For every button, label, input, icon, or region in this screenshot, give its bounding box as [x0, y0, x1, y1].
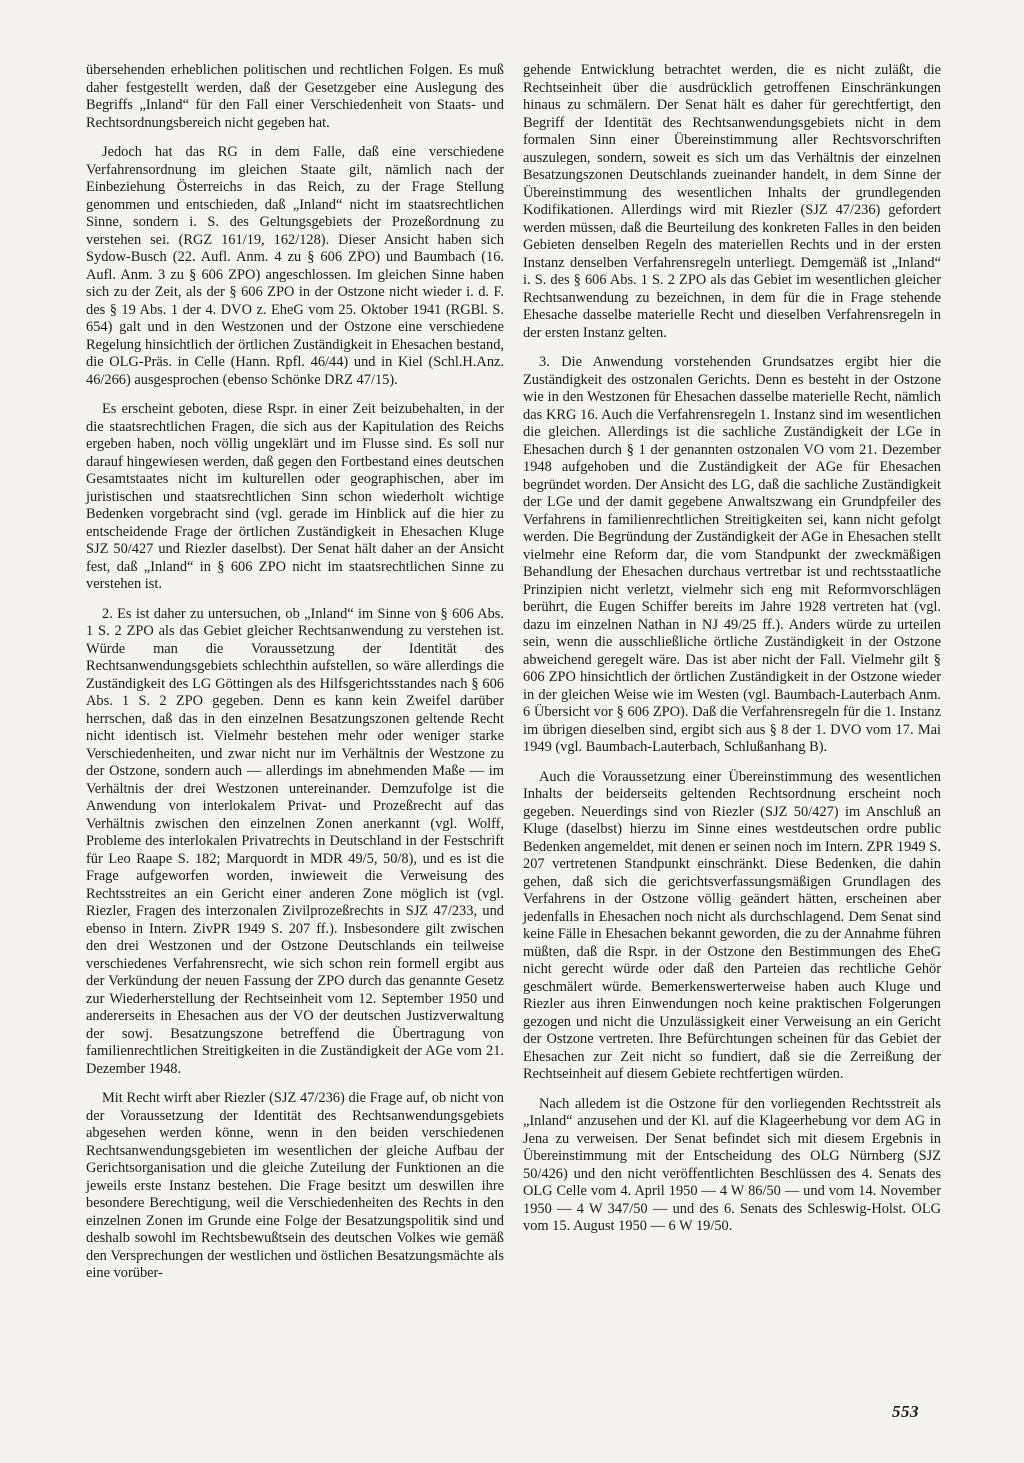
paragraph: Nach alledem ist die Ostzone für den vorliegenden Rechtsstreit als „Inland“ anzusehen und der Kl. auf die Klageerhebung vor dem AG in Jena zu verweisen. Der Senat befindet sich mit diesem Ergebnis in Übereinstimmung mit der Entscheidung des OLG Nürnberg (SJZ 50/426) und den nicht veröffentlichten Beschlüssen des 4. Senats des OLG Celle vom 4. April 1950 — 4 W 86/50 — und vom 14. November 1950 — 4 W 347/50 — und des 6. Senats des Schleswig-Holst. OLG vom 15. August 1950 — 6 W 19/50.: [523, 1095, 941, 1234]
paragraph: Es erscheint geboten, diese Rspr. in einer Zeit beizubehalten, in der die staatsrechtlichen Fragen, die sich aus der Kapitulation des Reichs ergeben haben, noch völlig ungeklärt und im Flusse sind. Es soll nur darauf hingewiesen werden, daß gegen den Fortbestand eines deutschen Gesamtstaates nicht im kulturellen oder geographischen, aber im juristischen und staatsrechtlichen Sinn schon wiederholt wichtige Bedenken vorgebracht sind (vgl. gerade im Hinblick auf die hier zu entscheidende Frage der örtlichen Zuständigkeit in Ehesachen Kluge SJZ 50/427 und Riezler daselbst). Der Senat hält daher an der Ansicht fest, daß „Inland“ in § 606 ZPO nicht im staatsrechtlichen Sinne zu verstehen ist.: [86, 401, 504, 592]
left-column: [86, 62, 504, 1295]
paragraph: gehende Entwicklung betrachtet werden, die es nicht zuläßt, die Rechtseinheit über die ausdrücklich getroffenen Einschränkungen hinaus zu schmälern. Der Senat hält es daher für gerechtfertigt, den Begriff der Identität des Rechtsanwendungsgebiets nicht in dem formalen Sinn einer Übereinstimmung aller Rechtsvorschriften auszulegen, sondern, soweit es sich um das Verhältnis der einzelnen Besatzungszonen Deutschlands zueinander handelt, in dem Sinne der Übereinstimmung des wesentlichen Inhalts der grundlegenden Kodifikationen. Allerdings wird mit Riezler (SJZ 47/236) gefordert werden müssen, daß die Beurteilung des konkreten Falles in den beiden Gebieten denselben Regeln des materiellen Rechts und in der ersten Instanz denselben Verfahrensregeln unterliegt. Demgemäß ist „Inland“ i. S. des § 606 Abs. 1 S. 2 ZPO als das Gebiet im wesentlichen gleicher Rechtsanwendung zu bezeichnen, in dem für die in Frage stehende Ehesache dasselbe materielle Recht und dieselben Verfahrensregeln in der ersten Instanz gelten.: [523, 62, 941, 341]
paragraph: 2. Es ist daher zu untersuchen, ob „Inland“ im Sinne von § 606 Abs. 1 S. 2 ZPO als das Gebiet gleicher Rechtsanwendung zu verstehen ist. Würde man die Voraussetzung der Identität des Rechtsanwendungsgebiets schlechthin aufstellen, so wäre allerdings die Zuständigkeit des LG Göttingen als des Hilfsgerichtsstandes nach § 606 Abs. 1 S. 2 ZPO gegeben. Denn es kann kein Zweifel darüber herrschen, daß das in den einzelnen Besatzungszonen geltende Recht nicht identisch ist. Vielmehr bestehen mehr oder weniger starke Verschiedenheiten, und zwar nicht nur im Verhältnis der Westzone zu der Ostzone, sondern auch — allerdings im abnehmenden Maße — im Verhältnis der drei Westzonen untereinander. Demzufolge ist die Anwendung von interlokalem Privat- und Prozeßrecht auf das Verhältnis zwischen den einzelnen Zonen anerkannt (vgl. Wolff, Probleme des interlokalen Privatrechts in Deutschland in der Festschrift für Leo Raape S. 182; Marquordt in MDR 49/5, 50/8), und es ist die Frage aufgeworfen worden, inwieweit die Verweisung des Rechtsstreites an ein Gericht einer anderen Zone möglich ist (vgl. Riezler, Fragen des interzonalen Zivilprozeßrechts in SJZ 47/233, und ebenso in Intern. ZivPR 1949 S. 207 ff.). Insbesondere gilt zwischen den drei Westzonen und der Ostzone Deutschlands ein teilweise verschiedenes Verfahrensrecht, wie sich schon rein formell ergibt aus der Verkündung der neuen Fassung der ZPO durch das genannte Gesetz zur Wiederherstellung der Rechtseinheit vom 12. September 1950 und andererseits in Ehesachen aus der VO der deutschen Justizverwaltung der sowj. Besatzungszone betreffend die Übertragung von familienrechtlichen Streitigkeiten in die Zuständigkeit der AGe vom 21. Dezember 1948.: [86, 605, 504, 1077]
right-column: [523, 62, 941, 1248]
paragraph: 3. Die Anwendung vorstehenden Grundsatzes ergibt hier die Zuständigkeit des ostzonalen Gerichts. Denn es besteht in der Ostzone wie in den Westzonen für Ehesachen dasselbe materielle Recht, nämlich das KRG 16. Auch die Verfahrensregeln 1. Instanz sind im wesentlichen die gleichen. Allerdings ist die sachliche Zuständigkeit der LGe in Ehesachen durch § 1 der genannten ostzonalen VO vom 21. Dezember 1948 aufgehoben und die Zuständigkeit der AGe für Ehesachen begründet worden. Der Ansicht des LG, daß die sachliche Zuständigkeit der LGe und der damit gegebene Anwaltszwang ein Grundpfeiler des Verfahrens in familienrechtlichen Streitigkeiten sei, kann nicht gefolgt werden. Die Begründung der Zuständigkeit der AGe in Ehesachen stellt vielmehr eine Reform dar, die vom Standpunkt der zweckmäßigen Behandlung der Ehesachen durchaus vertretbar ist und rechtsstaatliche Prinzipien nicht verletzt, vielmehr sich eng mit Reformvorschlägen berührt, die Eugen Schiffer bereits im Jahre 1928 vertreten hat (vgl. dazu im einzelnen Nathan in NJ 49/25 ff.). Anders würde zu urteilen sein, wenn die ausschließliche örtliche Zuständigkeit in der Ostzone abweichend geregelt wäre. Das ist aber nicht der Fall. Vielmehr gilt § 606 ZPO hinsichtlich der örtlichen Zuständigkeit in der Ostzone wieder in der gleichen Weise wie im Westen (vgl. Baumbach-Lauterbach Anm. 6 Übersicht vor § 606 ZPO). Daß die Verfahrensregeln für die 1. Instanz im übrigen dieselben sind, ergibt sich aus § 8 der 1. DVO vom 17. Mai 1949 (vgl. Baumbach-Lauterbach, Schlußanhang B).: [523, 354, 941, 755]
paragraph: Auch die Voraussetzung einer Übereinstimmung des wesentlichen Inhalts der beiderseits geltenden Rechtsordnung erscheint noch gegeben. Neuerdings sind von Riezler (SJZ 50/427) im Anschluß an Kluge (daselbst) hierzu im Sinne eines westdeutschen ordre public Bedenken angemeldet, mit denen er seinen noch im Intern. ZPR 1949 S. 207 vertretenen Standpunkt einschränkt. Diese Bedenken, die dahin gehen, daß sich die gerichtsverfassungsmäßigen Grundlagen des Verfahrens in der Ostzone völlig geändert hätten, erscheinen aber jedenfalls in Ehesachen noch nicht als durchschlagend. Dem Senat sind keine Fälle in Ehesachen bekannt geworden, die zu der Annahme führen müßten, daß die Rspr. in der Ostzone den Bestimmungen des EheG nicht gerecht würde oder daß den Parteien das rechtliche Gehör geschmälert würde. Bemerkenswerterweise haben auch Kluge und Riezler aus ihren Einwendungen noch keine praktischen Folgerungen gezogen und nicht die Unzulässigkeit einer Verweisung an ein Gericht der Ostzone vertreten. Ihre Befürchtungen scheinen für das Gebiet der Ehesachen zur Zeit nicht so fundiert, daß sie die Zerreißung der Rechtseinheit auf diesem Gebiete rechtfertigen würden.: [523, 768, 941, 1082]
paragraph: Jedoch hat das RG in dem Falle, daß eine verschiedene Verfahrensordnung im gleichen Staate gilt, nämlich nach der Einbeziehung Österreichs in das Reich, zu der Frage Stellung genommen und entschieden, daß „Inland“ nicht im staatsrechtlichen Sinne, sondern i. S. des Geltungsgebiets der Prozeßordnung zu verstehen sei. (RGZ 161/19, 162/128). Dieser Ansicht haben sich Sydow-Busch (22. Aufl. Anm. 4 zu § 606 ZPO) und Baumbach (16. Aufl. Anm. 3 zu § 606 ZPO) angeschlossen. Im gleichen Sinne haben sich zu der Zeit, als der § 606 ZPO in der Ostzone nicht wieder i. d. F. des § 19 Abs. 1 der 4. DVO z. EheG vom 25. Oktober 1941 (RGBl. S. 654) galt und in den Westzonen und der Ostzone eine verschiedene Regelung hinsichtlich der örtlichen Zuständigkeit in Ehesachen bestand, die OLG-Präs. in Celle (Hann. Rpfl. 46/44) und in Kiel (Schl.H.Anz. 46/266) ausgesprochen (ebenso Schönke DRZ 47/15).: [86, 144, 504, 388]
paragraph: Mit Recht wirft aber Riezler (SJZ 47/236) die Frage auf, ob nicht von der Voraussetzung der Identität des Rechtsanwendungsgebiets abgesehen werden könne, wenn in den beiden verschiedenen Rechtsanwendungsgebieten im wesentlichen der gleiche Aufbau der Gerichtsorganisation und die gleiche Zuteilung der Funktionen an die jeweils erste Instanz bestehen. Die Frage besitzt um deswillen ihre besondere Berechtigung, weil die Verschiedenheiten des Rechts in den einzelnen Zonen im Grunde eine Folge der Besatzungspolitik sind und deshalb sowohl im Rechtsbewußtsein des deutschen Volkes wie gemäß den Versprechungen der westlichen und östlichen Besatzungsmächte als eine vorüber-: [86, 1090, 504, 1281]
paragraph: übersehenden erheblichen politischen und rechtlichen Folgen. Es muß daher festgestellt werden, daß der Gesetzgeber eine Auslegung des Begriffs „Inland“ für den Fall einer Verschiedenheit von Staats- und Rechtsordnungsbereich nicht gegeben hat.: [86, 62, 504, 131]
page-number: 553: [892, 1402, 919, 1421]
